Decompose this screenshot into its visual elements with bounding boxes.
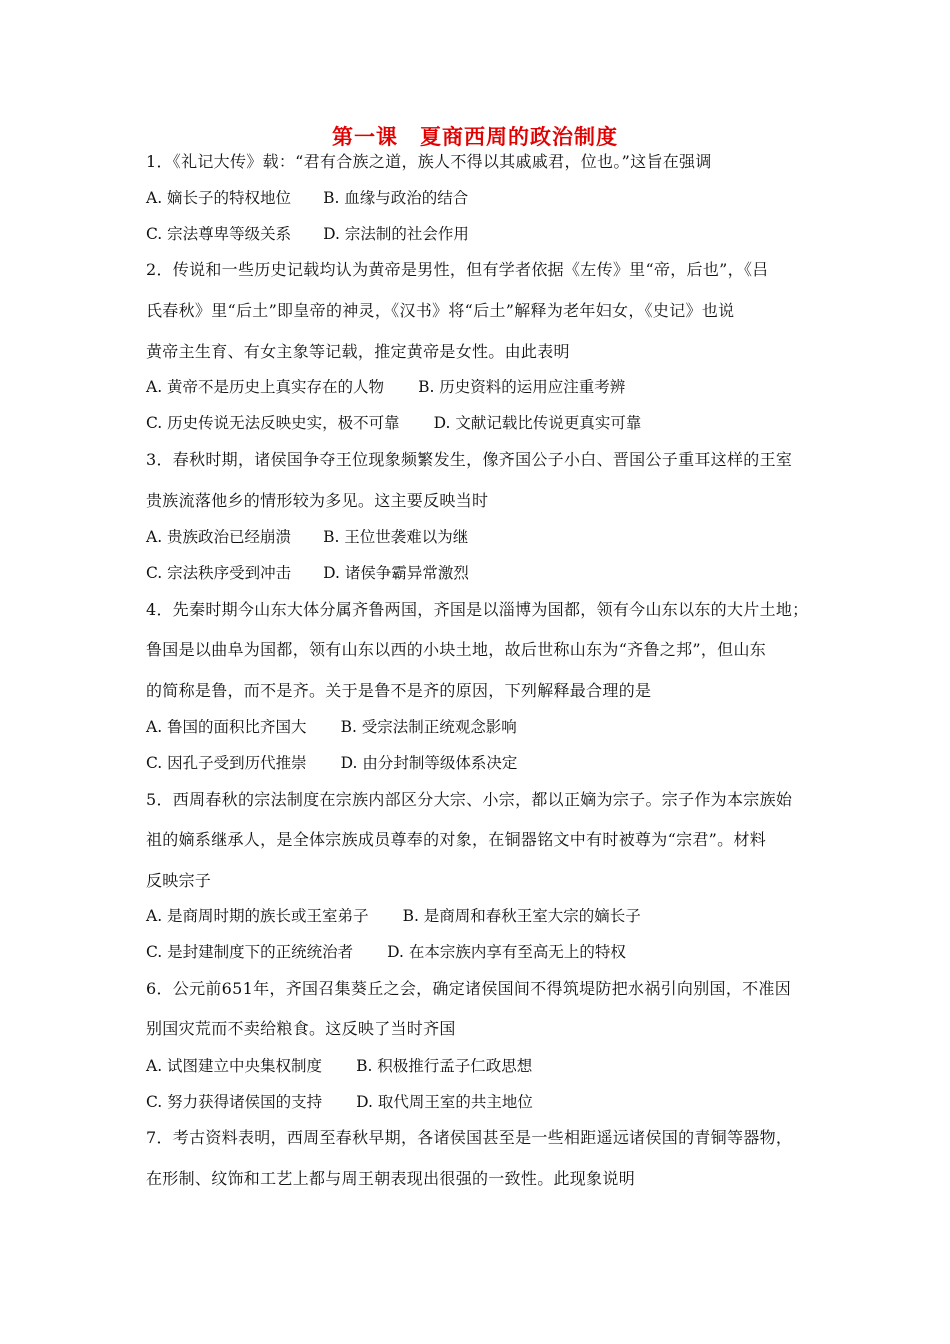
question-3-option-line-1 [146,527,468,547]
option-b[interactable]: B. 血缘与政治的结合 [323,189,469,207]
question-3-stem-line-1: 3．春秋时期，诸侯国争夺王位现象频繁发生，像齐国公子小白、晋国公子重耳这样的王室 [146,450,793,469]
question-6-stem-line-1: 6．公元前651年，齐国召集葵丘之会，确定诸侯国间不得筑堤防把水祸引向别国，不准因 [146,979,792,998]
question-5-option-line-1 [146,906,641,926]
question-1-stem-line-1: 1．《礼记大传》载：“君有合族之道，族人不得以其戚戚君，位也。”这旨在强调 [146,152,712,171]
option-a[interactable]: A. 鲁国的面积比齐国大 [146,718,307,736]
question-4-stem-line-3: 的简称是鲁，而不是齐。关于是鲁不是齐的原因，下列解释最合理的是 [146,681,652,700]
option-d[interactable]: D. 由分封制等级体系决定 [340,754,518,772]
question-6-option-line-1 [146,1056,532,1076]
option-d[interactable]: D. 诸侯争霸异常激烈 [323,564,469,582]
option-d[interactable]: D. 宗法制的社会作用 [323,225,469,243]
option-a[interactable]: A. 是商周时期的族长或王室弟子 [146,907,369,925]
option-b[interactable]: B. 积极推行孟子仁政思想 [356,1057,533,1075]
question-4-option-line-1 [146,717,517,737]
option-b[interactable]: B. 王位世袭难以为继 [323,528,469,546]
option-a[interactable]: A. 嫡长子的特权地位 [146,189,292,207]
question-7-stem-line-2: 在形制、纹饰和工艺上都与周王朝表现出很强的一致性。此现象说明 [146,1169,636,1188]
question-2-stem-line-2: 氏春秋》里“后土”即皇帝的神灵，《汉书》将“后土”解释为老年妇女，《史记》也说 [146,301,735,320]
question-4-stem-line-2: 鲁国是以曲阜为国都，领有山东以西的小块土地，故后世称山东为“齐鲁之邦”，但山东 [146,640,767,659]
question-4-option-line-2 [146,753,517,773]
question-3-option-line-2 [146,563,469,583]
option-a[interactable]: A. 贵族政治已经崩溃 [146,528,292,546]
question-1-option-line-2 [146,224,469,244]
question-2-option-line-2 [146,413,641,433]
question-4-stem-line-1: 4．先秦时期今山东大体分属齐鲁两国，齐国是以淄博为国都，领有今山东以东的大片土地； [146,600,809,619]
option-d[interactable]: D. 在本宗族内享有至高无上的特权 [387,943,626,961]
question-6-option-line-2 [146,1092,533,1112]
question-5-stem-line-1: 5．西周春秋的宗法制度在宗族内部区分大宗、小宗，都以正嫡为宗子。宗子作为本宗族始 [146,790,793,809]
question-5-option-line-2 [146,942,626,962]
option-c[interactable]: C. 历史传说无法反映史实，极不可靠 [146,414,400,432]
option-c[interactable]: C. 宗法秩序受到冲击 [146,564,292,582]
question-2-stem-line-3: 黄帝主生育、有女主象等记载，推定黄帝是女性。由此表明 [146,342,570,361]
question-5-stem-line-2: 祖的嫡系继承人，是全体宗族成员尊奉的对象，在铜器铭文中有时被尊为“宗君”。材料 [146,830,767,849]
question-5-stem-line-3: 反映宗子 [146,871,212,890]
option-c[interactable]: C. 是封建制度下的正统统治者 [146,943,354,961]
question-6-stem-line-2: 别国灾荒而不卖给粮食。这反映了当时齐国 [146,1019,456,1038]
option-d[interactable]: D. 取代周王室的共主地位 [356,1093,533,1111]
option-b[interactable]: B. 是商周和春秋王室大宗的嫡长子 [402,907,641,925]
option-b[interactable]: B. 历史资料的运用应注重考辨 [418,378,626,396]
question-2-stem-line-1: 2．传说和一些历史记载均认为黄帝是男性，但有学者依据《左传》里“帝，后也”，《吕 [146,260,769,279]
question-3-stem-line-2: 贵族流落他乡的情形较为多见。这主要反映当时 [146,491,489,510]
option-c[interactable]: C. 宗法尊卑等级关系 [146,225,292,243]
lesson-title: 第一课 夏商西周的政治制度 [332,125,618,149]
option-c[interactable]: C. 努力获得诸侯国的支持 [146,1093,323,1111]
option-a[interactable]: A. 黄帝不是历史上真实存在的人物 [146,378,385,396]
question-7-stem-line-1: 7．考古资料表明，西周至春秋早期，各诸侯国甚至是一些相距遥远诸侯国的青铜等器物， [146,1128,793,1147]
option-c[interactable]: C. 因孔子受到历代推崇 [146,754,307,772]
option-a[interactable]: A. 试图建立中央集权制度 [146,1057,323,1075]
question-2-option-line-1 [146,377,625,397]
question-1-option-line-1 [146,188,468,208]
option-d[interactable]: D. 文献记载比传说更真实可靠 [433,414,642,432]
option-b[interactable]: B. 受宗法制正统观念影响 [340,718,517,736]
